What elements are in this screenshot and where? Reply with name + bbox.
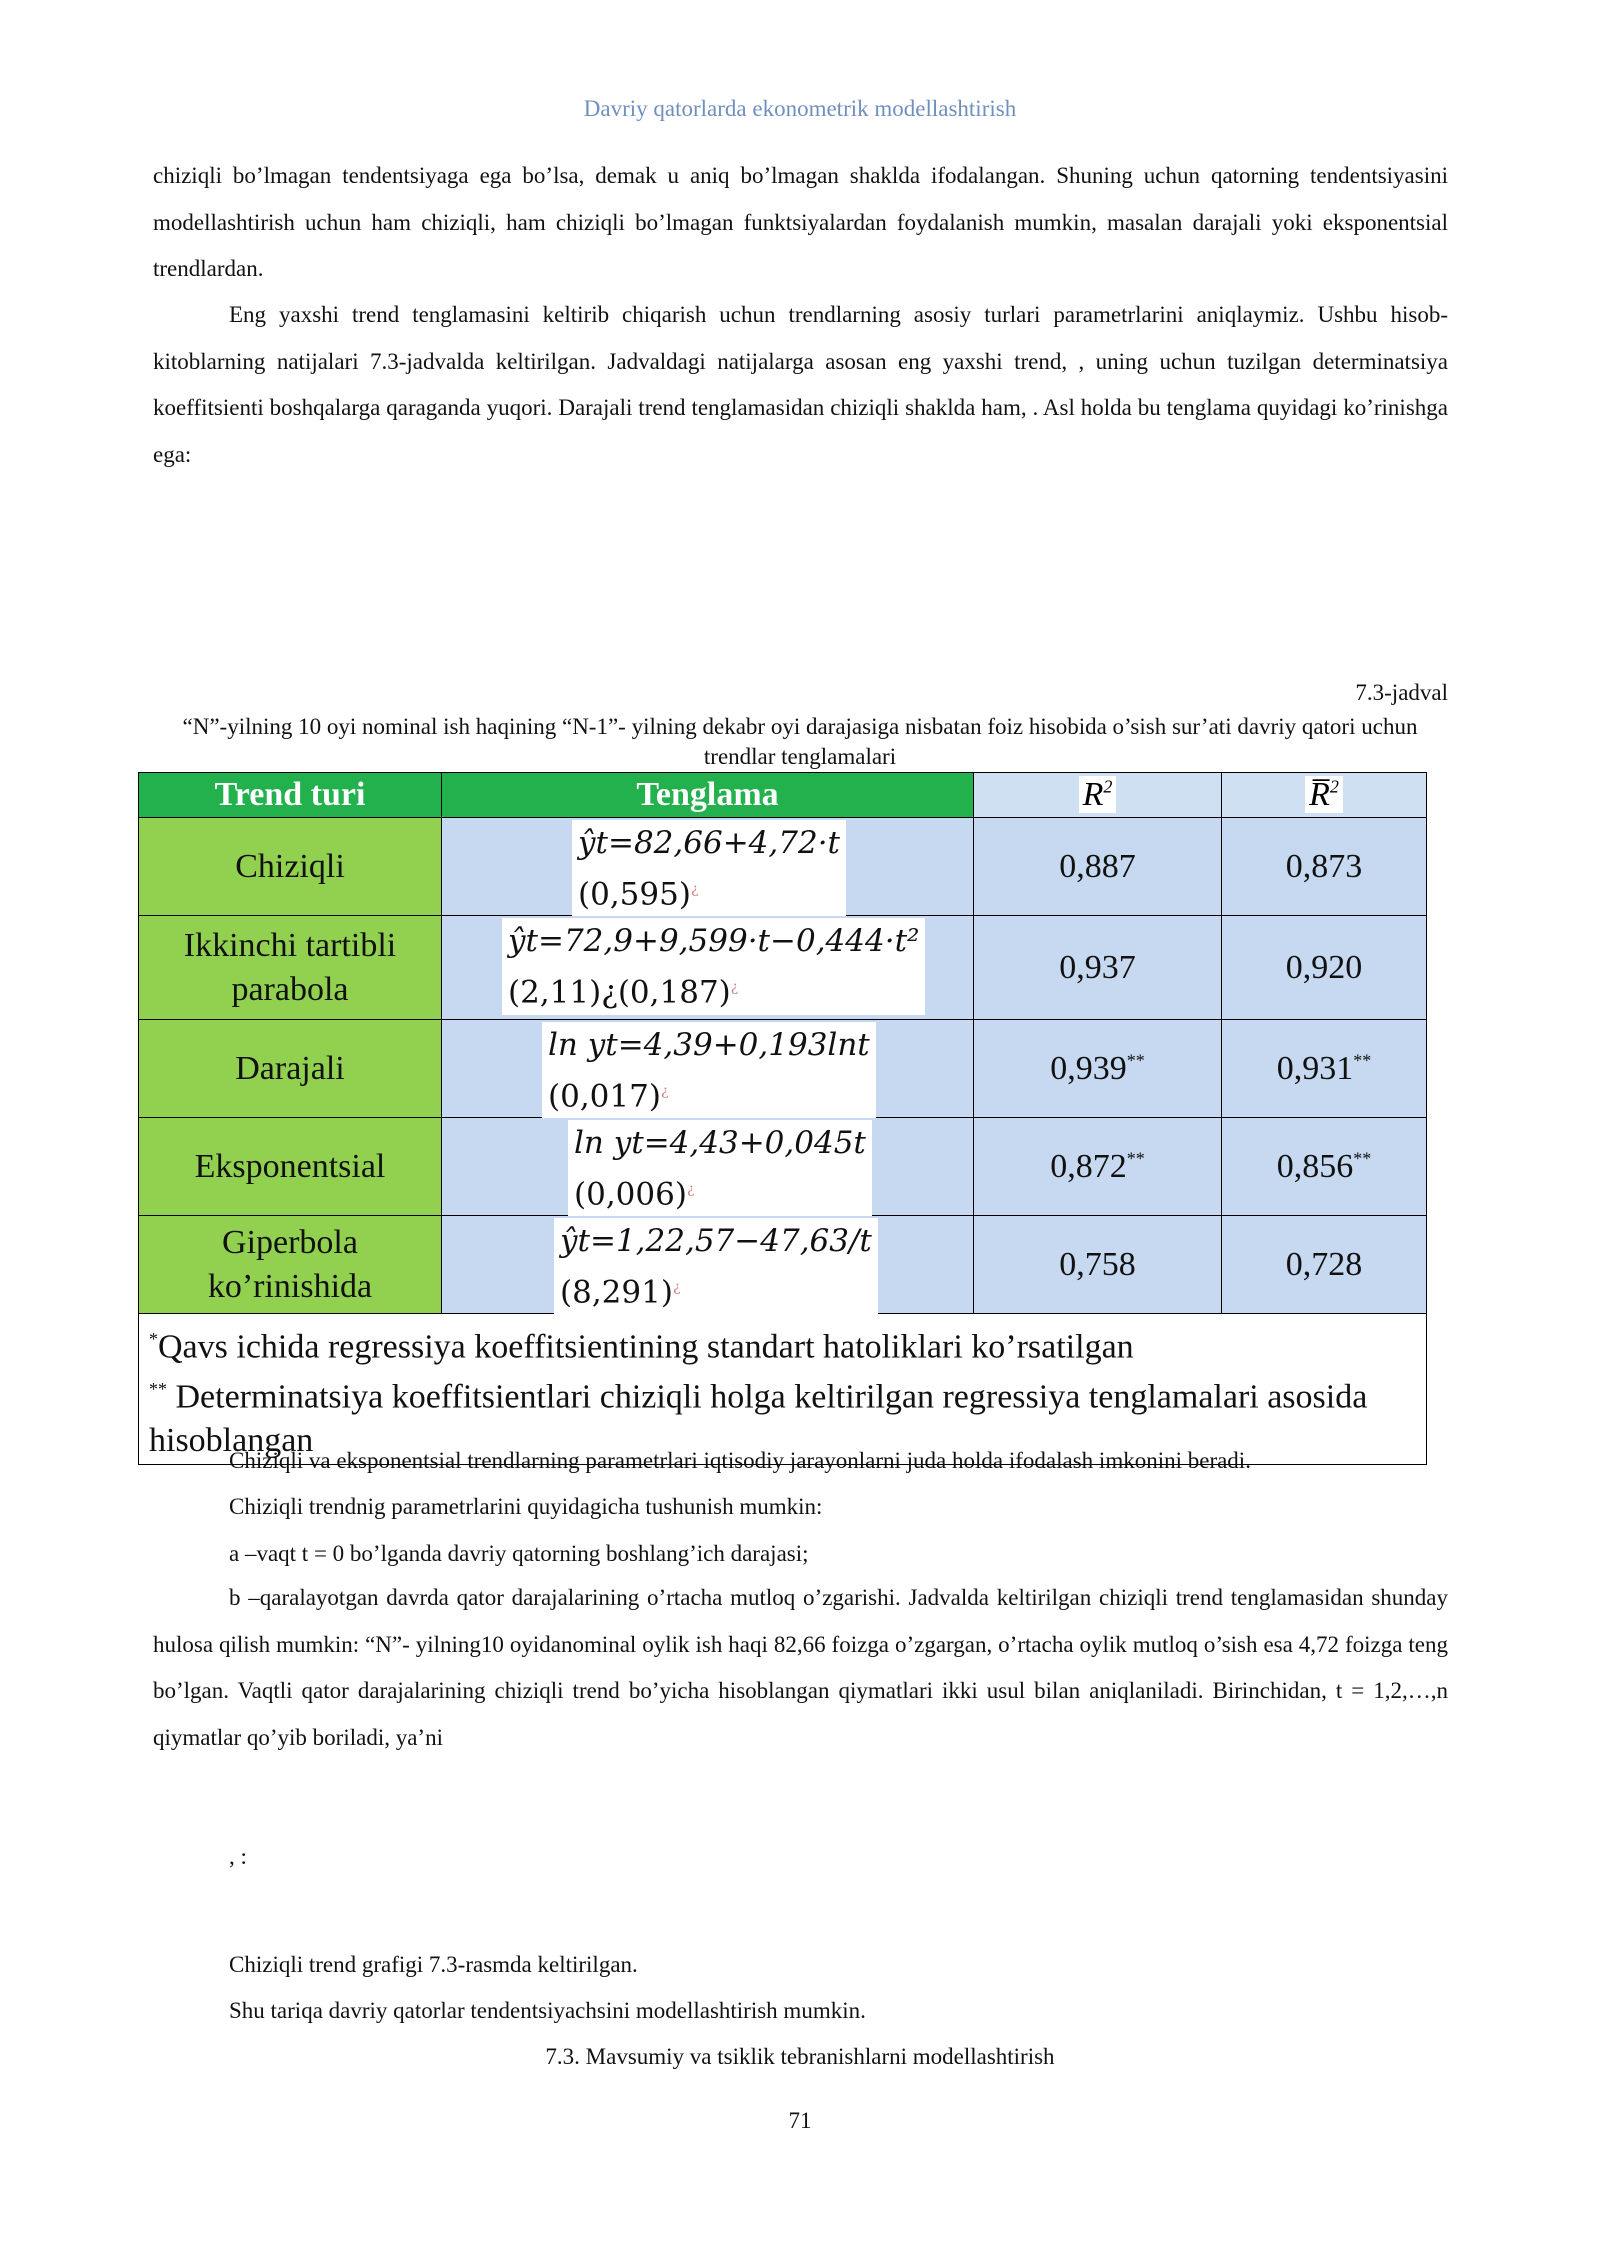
equation-line: ŷt=72,9+9,599·t−0,444·t² <box>508 923 920 959</box>
r2-cell <box>974 1118 1222 1216</box>
r2-mark: ** <box>1126 1050 1145 1071</box>
table-row <box>139 1118 1427 1216</box>
note-2: Determinatsiya koeffitsientlari chiziqli holga keltirilgan regressiya tenglamalari asosida hisoblangan <box>149 1378 1368 1459</box>
page-number: 71 <box>788 2108 812 2133</box>
r2adj-value: 0,728 <box>1285 1245 1363 1283</box>
trend-type-cell: Eksponentsial <box>139 1118 442 1216</box>
table-row <box>139 1216 1427 1314</box>
paragraph-1: chiziqli bo’lmagan tendentsiyaga ega bo’lsa, demak u aniq bo’lmagan shaklda ifodalangan. Shuning uchun qatorning tendentsiyasini modellashtirish uchun ham chiziqli, ham chiziqli bo’lmagan funktsiyalardan foydalanish mumkin, masalan darajali yoki eksponentsial trendlardan. <box>153 163 1448 281</box>
table-notes-row <box>139 1314 1427 1465</box>
r2-sup: 2 <box>1103 776 1113 797</box>
table-number: 7.3-jadval <box>1355 680 1448 705</box>
r2-value: 0,937 <box>1059 948 1136 986</box>
std-error-line: (0,595) <box>578 876 691 913</box>
text-line-2: Chiziqli trendnig parametrlarini quyidagicha tushunish mumkin: <box>229 1494 823 1519</box>
paragraph-3: b –qaralayotgan davrda qator darajalarining o’rtacha mutloq o’zgarishi. Jadvalda keltirilgan chiziqli trend tenglamasidan shunday hulosa qilish mumkin: “N”- yilning10 oyidanominal oylik ish haqi 82,66 foizga o’zgargan, o’rtacha oylik mutloq o’sish esa 4,72 foizga teng bo’lgan. Vaqtli qator darajalarining chiziqli trend bo’yicha hisoblangan qiymatlari ikki usul bilan aniqlaniladi. Birinchidan, t = 1,2,…,n qiymatlar qo’yib boriladi, ya’ni <box>153 1585 1448 1750</box>
garbled-mark: ¿ <box>672 1279 681 1295</box>
table-row <box>139 916 1427 1020</box>
table-row <box>139 818 1427 916</box>
r2-cell <box>974 1216 1222 1314</box>
text-line-1: Chiziqli va eksponentsial trendlarning parametrlari iqtisodiy jarayonlarni juda holda ifodalash imkonini beradi. <box>229 1448 1251 1473</box>
r2adj-cell <box>1222 1118 1427 1216</box>
r2adj-mark: ** <box>1353 1050 1372 1071</box>
equation-cell <box>442 1020 974 1118</box>
std-error-line: (0,017) <box>548 1078 661 1115</box>
equation-cell <box>442 1216 974 1314</box>
garbled-mark: ¿ <box>686 1181 695 1197</box>
running-header: Davriy qatorlarda ekonometrik modellashtirish <box>583 96 1017 121</box>
r2adj-value: 0,856 <box>1276 1147 1354 1185</box>
text-line-5: Chiziqli trend grafigi 7.3-rasmda keltirilgan. <box>229 1952 638 1977</box>
r2-cell <box>974 916 1222 1020</box>
r2adj-value: 0,873 <box>1285 847 1363 885</box>
header-r2-adjusted <box>1222 773 1427 818</box>
equation-cell <box>442 1118 974 1216</box>
r2-value: 0,887 <box>1059 847 1136 885</box>
equation-cell <box>442 916 974 1020</box>
r2-symbol: R <box>1082 776 1104 813</box>
r2-value: 0,758 <box>1059 1245 1136 1283</box>
note2-mark: ** <box>149 1379 167 1400</box>
trend-type-cell: Darajali <box>139 1020 442 1118</box>
note1-mark: * <box>149 1329 158 1349</box>
std-error-line: (8,291) <box>560 1274 673 1311</box>
text-line-4: , : <box>229 1844 247 1869</box>
r2adj-cell <box>1222 916 1427 1020</box>
garbled-mark: ¿ <box>690 881 699 897</box>
r2-mark: ** <box>1126 1148 1145 1169</box>
garbled-mark: ¿ <box>660 1083 669 1099</box>
header-equation: Tenglama <box>442 773 974 818</box>
table-notes <box>139 1314 1427 1465</box>
table-title: “N”-yilning 10 oyi nominal ish haqining “N-1”- yilning dekabr oyi darajasiga nisbatan foiz hisobida o’sish sur’ati davriy qatori uchun trendlar tenglamalari <box>182 714 1418 769</box>
r2adj-cell <box>1222 818 1427 916</box>
std-error-line: (2,11)¿(0,187) <box>508 974 731 1011</box>
trend-type-cell: Giperbola ko’rinishida <box>139 1216 442 1314</box>
equation-line: ln yt=4,43+0,045t <box>574 1125 866 1161</box>
text-line-3: a –vaqt t = 0 bo’lganda davriy qatorning boshlang’ich darajasi; <box>229 1541 809 1566</box>
r2adj-sup: 2 <box>1329 776 1339 797</box>
std-error-line: (0,006) <box>574 1176 687 1213</box>
note-1: Qavs ichida regressiya koeffitsientining standart hatoliklari ko’rsatilgan <box>158 1328 1134 1366</box>
garbled-mark: ¿ <box>730 979 739 995</box>
r2-value: 0,872 <box>1050 1147 1127 1185</box>
trend-table <box>138 772 1427 1465</box>
equation-cell <box>442 818 974 916</box>
table-header-row <box>139 773 1427 818</box>
header-trend-type: Trend turi <box>139 773 442 818</box>
text-line-6: Shu tariqa davriy qatorlar tendentsiyachsini modellashtirish mumkin. <box>229 1998 866 2023</box>
header-r2 <box>974 773 1222 818</box>
r2-cell <box>974 1020 1222 1118</box>
r2adj-mark: ** <box>1353 1148 1372 1169</box>
table-row <box>139 1020 1427 1118</box>
r2adj-value: 0,931 <box>1276 1049 1354 1087</box>
equation-line: ŷt=82,66+4,72·t <box>578 825 841 861</box>
r2adj-value: 0,920 <box>1285 948 1363 986</box>
r2adj-cell <box>1222 1216 1427 1314</box>
r2adj-symbol: R̅ <box>1309 776 1330 813</box>
r2-cell <box>974 818 1222 916</box>
r2adj-cell <box>1222 1020 1427 1118</box>
equation-line: ŷt=1,22,57−47,63/t <box>560 1223 872 1259</box>
r2-value: 0,939 <box>1050 1049 1127 1087</box>
trend-type-cell: Ikkinchi tartibli parabola <box>139 916 442 1020</box>
equation-line: ln yt=4,39+0,193lnt <box>548 1027 870 1063</box>
trend-type-cell: Chiziqli <box>139 818 442 916</box>
paragraph-2: Eng yaxshi trend tenglamasini keltirib chiqarish uchun trendlarning asosiy turlari parametrlarini aniqlaymiz. Ushbu hisob-kitoblarning natijalari 7.3-jadvalda keltirilgan. Jadvaldagi natijalarga asosan eng yaxshi trend, , uning uchun tuzilgan determinatsiya koeffitsienti boshqalarga qaraganda yuqori. Darajali trend tenglamasidan chiziqli shaklda ham, . Asl holda bu tenglama quyidagi ko’rinishga ega: <box>153 302 1448 467</box>
section-heading: 7.3. Mavsumiy va tsiklik tebranishlarni modellashtirish <box>545 2044 1055 2069</box>
